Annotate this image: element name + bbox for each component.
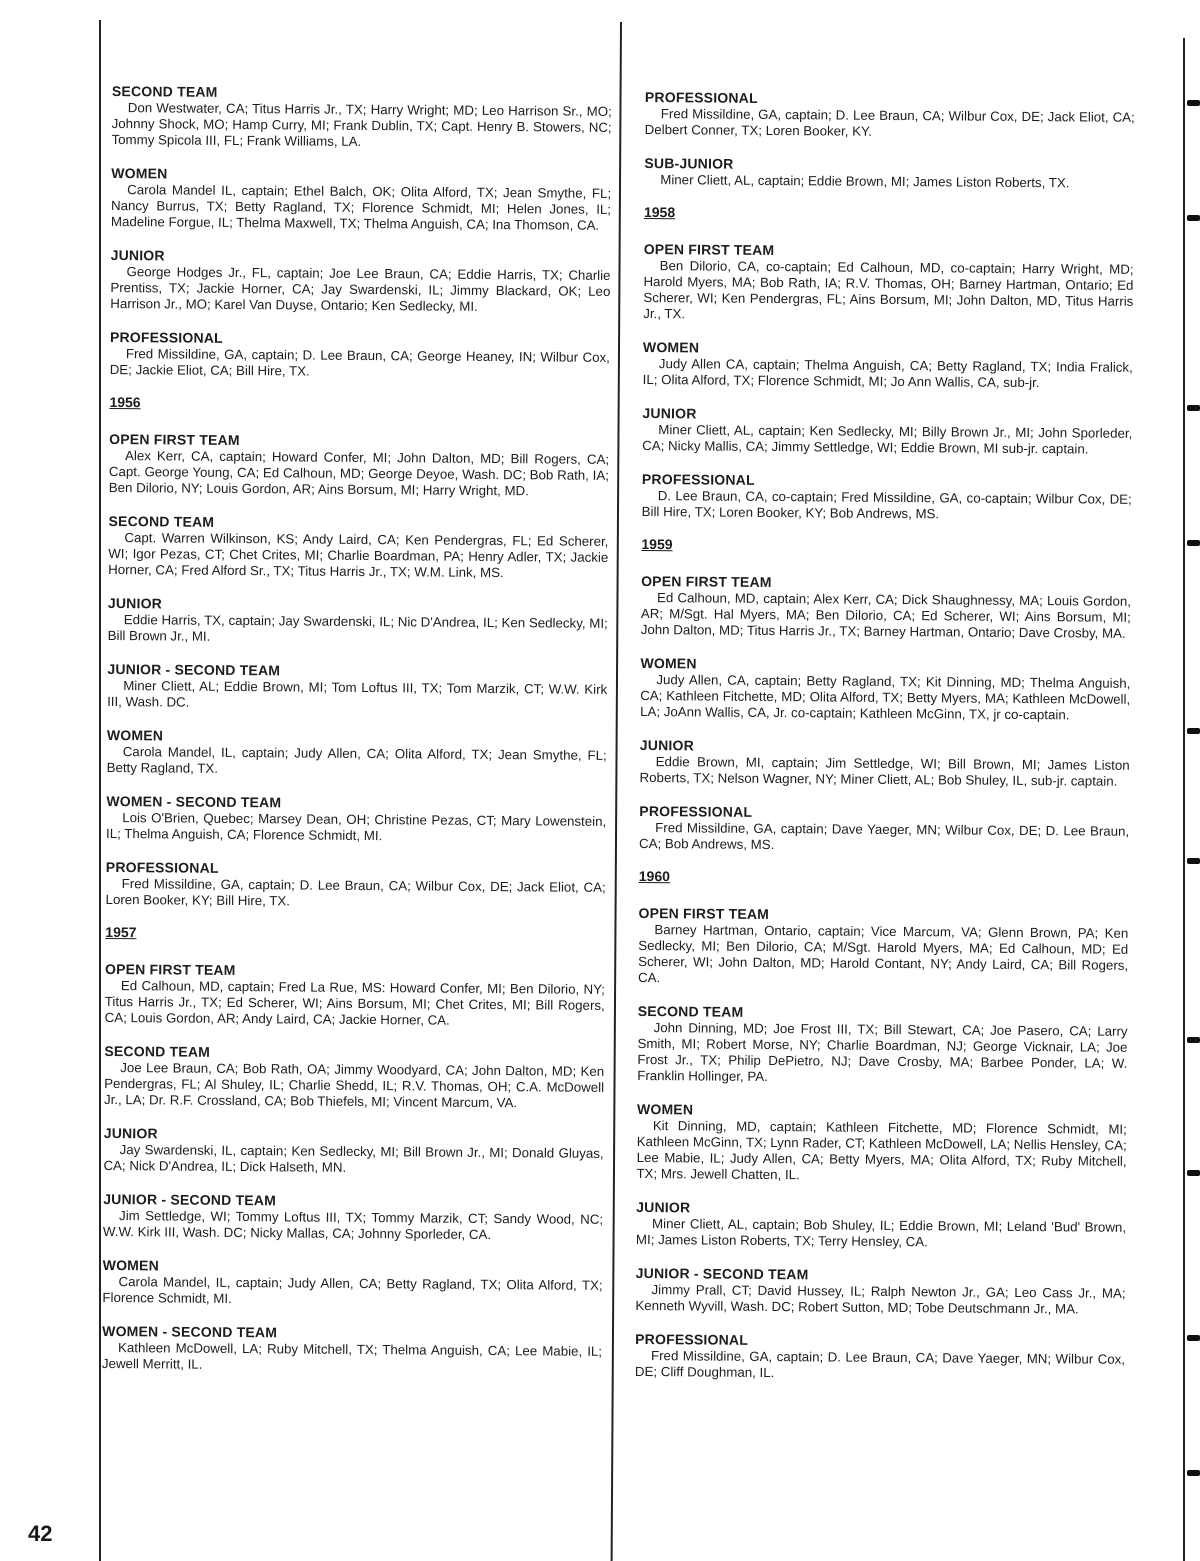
team-heading: JUNIOR: [636, 1198, 691, 1216]
binding-mark: [1187, 405, 1200, 411]
team-entry: [102, 1256, 602, 1310]
team-entry: [111, 164, 612, 234]
team-roster: Carola Mandel IL, captain; Ethel Balch, OK; Olita Alford, TX; Jean Smythe, FL; Nancy Burrus, TX; Betty Ragland, TX; Florence Schmidt, MI; Helen Jones, IL; Madeline Forgue, IL; Thelma Maxwell, TX; Thelma Anguish, CA; Ina Thomson, CA.: [110, 182, 612, 233]
team-heading: SECOND TEAM: [111, 82, 218, 100]
team-heading: SECOND TEAM: [104, 1042, 211, 1060]
binding-mark: [1187, 1335, 1200, 1341]
team-entry: [105, 960, 606, 1030]
column-divider-rule: [611, 22, 622, 1561]
team-entry: [642, 470, 1132, 524]
team-roster: Miner Cliett, AL; Eddie Brown, MI; Tom Loftus III, TX; Tom Marzik, CT; W.W. Kirk III, Wash. DC.: [107, 678, 608, 710]
team-heading: OPEN FIRST TEAM: [641, 572, 772, 591]
team-heading: PROFESSIONAL: [109, 328, 223, 346]
left-margin-rule: [99, 20, 101, 1561]
team-roster: D. Lee Braun, CA, co-captain; Fred Missildine, GA, co-captain; Wilbur Cox, DE; Bill Hire, TX; Loren Booker, KY; Bob Andrews, MS.: [641, 488, 1132, 522]
team-roster: Alex Kerr, CA, captain; Howard Confer, MI; John Dalton, MD; Bill Rogers, CA; Capt. George Young, CA; Ed Calhoun, MD; George Deyoe, Wash. DC; Bob Rath, IA; Ben Dilorio, NY; Louis Gordon, AR; Ains Borsum, MI; Harry Wright, MD.: [108, 448, 610, 499]
team-roster: Jimmy Prall, CT; David Hussey, IL; Ralph Newton Jr., GA; Leo Cass Jr., MA; Kenneth Wyvill, Wash. DC; Robert Sutton, MD; Tobe Deutschmann Jr., MA.: [635, 1282, 1126, 1317]
binding-mark: [1187, 1170, 1200, 1176]
team-roster: Jay Swardenski, IL, captain; Ken Sedlecky, MI; Bill Brown Jr., MI; Donald Gluyas, CA; Nick D'Andrea, IL; Dick Halseth, MN.: [103, 1142, 604, 1175]
team-roster: Fred Missildine, GA, captain; D. Lee Braun, CA; Dave Yaeger, MN; Wilbur Cox, DE; Cliff Doughman, IL.: [634, 1348, 1126, 1381]
team-entry: [110, 246, 611, 316]
team-roster: George Hodges Jr., FL, captain; Joe Lee Braun, CA; Eddie Harris, TX; Charlie Prentiss, TX; Jackie Horner, CA; Jay Swardenski, IL; Jimmy Blackard, OK; Leo Harrison Jr., MO; Karel Van Duyse, Ontario; Ken Sedlecky, MI.: [110, 264, 611, 314]
binding-mark: [1187, 540, 1200, 546]
team-entry: [641, 572, 1132, 642]
binding-mark: [1187, 215, 1200, 221]
year-heading: 1956: [109, 393, 141, 411]
team-heading: JUNIOR: [642, 404, 697, 422]
team-roster: Ben Dilorio, CA, co-captain; Ed Calhoun, MD, co-captain; Harry Wright, MD; Harold Myers, MA; Bob Rath, IA; R.V. Thomas, OH; Barney Hartman, Ontario; Ed Scherer, WI; Ken Pendergras, FL; Ains Borsum, MI; John Dalton, MD, Titus Harris Jr., TX.: [643, 258, 1134, 322]
team-roster: Capt. Warren Wilkinson, KS; Andy Laird, CA; Ken Pendergras, FL; Ed Scherer, WI; Igor Pezas, CT; Chet Crites, MI; Charlie Boardman, PA; Henry Adler, TX; Jackie Horner, CA; Fred Alford Sr., TX; Titus Harris Jr., TX; W.M. Link, MS.: [108, 530, 609, 581]
team-entry: [107, 726, 607, 780]
team-heading: OPEN FIRST TEAM: [109, 430, 240, 449]
team-entry: [640, 736, 1130, 790]
team-roster: Joe Lee Braun, CA; Bob Rath, OA; Jimmy Woodyard, CA; John Dalton, MD; Ken Pendergras, FL; Al Shuley, IL; Charlie Shedd, IL; R.V. Thomas, OH; C.A. McDowell Jr., LA; Dr. R.F. Crossland, CA; Bob Thiefels, MI; Vincent Marcum, VA.: [103, 1060, 605, 1111]
team-roster: Jim Settledge, WI; Tommy Loftus III, TX; Tommy Marzik, CT; Sandy Wood, NC; W.W. Kirk III, Wash. DC; Nicky Mallas, CA; Johnny Sporleder, CA.: [102, 1208, 604, 1243]
team-entry: [643, 240, 1134, 326]
binding-mark: [1187, 1470, 1200, 1476]
team-heading: PROFESSIONAL: [639, 802, 753, 820]
team-heading: WOMEN: [636, 1100, 694, 1118]
team-roster: Miner Cliett, AL, captain; Eddie Brown, MI; James Liston Roberts, TX.: [660, 172, 1070, 191]
team-entry: [108, 594, 608, 648]
team-heading: JUNIOR: [639, 736, 695, 754]
team-heading: OPEN FIRST TEAM: [643, 240, 775, 259]
team-entry: [636, 1100, 1127, 1186]
right-margin-rule: [1183, 38, 1185, 1561]
year-heading: 1957: [105, 923, 137, 941]
year-heading: 1959: [641, 535, 673, 553]
team-roster: Lois O'Brien, Quebec; Marsey Dean, OH; Christine Pezas, CT; Mary Lowenstein, IL; Thelma Anguish, CA; Florence Schmidt, MI.: [106, 810, 607, 844]
team-heading: JUNIOR - SECOND TEAM: [103, 1190, 277, 1209]
team-heading: JUNIOR - SECOND TEAM: [635, 1264, 809, 1283]
team-heading: WOMEN: [106, 726, 164, 744]
page-number: 42: [28, 1521, 53, 1546]
team-roster: Don Westwater, CA; Titus Harris Jr., TX; Harry Wright; MD; Leo Harrison Sr., MO; Johnny Shock, MO; Hamp Curry, MI; Frank Dublin, TX; Capt. Henry B. Stowers, NC; Tommy Spicola III, FL; Frank Williams, LA.: [111, 100, 612, 149]
binding-mark: [1187, 728, 1200, 734]
team-heading: WOMEN: [640, 654, 697, 672]
team-roster: Fred Missildine, GA, captain; D. Lee Braun, CA; Wilbur Cox, DE; Jack Eliot, CA; Delbert Conner, TX; Loren Booker, KY.: [644, 106, 1135, 139]
team-roster: Eddie Harris, TX, captain; Jay Swardenski, IL; Nic D'Andrea, IL; Ken Sedlecky, MI; Bill Brown Jr., MI.: [107, 612, 608, 644]
team-heading: SUB-JUNIOR: [644, 154, 734, 172]
team-entry: [108, 512, 609, 582]
team-entry: [639, 802, 1129, 856]
team-heading: WOMEN: [642, 338, 700, 356]
team-heading: JUNIOR: [110, 246, 165, 264]
team-roster: Kit Dinning, MD, captain; Kathleen Fitchette, MD; Florence Schmidt, MI; Kathleen McGinn, TX; Lynn Rader, CT; Kathleen McDowell, LA; Nellis Hensley, CA; Lee Mabie, IL; Judy Allen, CA; Betty Myers, MA; Olita Alford, TX; Ruby Mitchell, TX; Mrs. Jewell Chatten, IL.: [636, 1118, 1127, 1183]
team-entry: [109, 430, 610, 500]
team-roster: Carola Mandel, IL, captain; Judy Allen, CA; Betty Ragland, TX; Olita Alford, TX; Florence Schmidt, MI.: [102, 1274, 603, 1306]
team-entry: [106, 858, 606, 912]
binding-mark: [1187, 100, 1200, 106]
team-roster: Barney Hartman, Ontario, captain; Vice Marcum, VA; Glenn Brown, PA; Ken Sedlecky, MI; Ben Dilorio, CA; M/Sgt. Harold Myers, MA; Ed Calhoun, MD; Ed Scherer, WI; John Dalton, MD; Harold Contant, NY; Andy Laird, CA; Bill Rogers, CA.: [637, 922, 1129, 986]
team-entry: [640, 654, 1131, 724]
team-heading: PROFESSIONAL: [635, 1330, 749, 1348]
team-entry: [645, 88, 1135, 142]
team-entry: [103, 1190, 603, 1244]
team-heading: SECOND TEAM: [108, 512, 215, 530]
team-entry: [107, 660, 607, 714]
team-roster: John Dinning, MD; Joe Frost III, TX; Bill Stewart, CA; Joe Pasero, CA; Larry Smith, MI; Robert Morse, NY; Charlie Boardman, NJ; George Vicknair, LA; Joe Frost Jr., TX; Philip DePietro, NJ; Dave Crosby, MA; Barbee Ponder, LA; W. Franklin Hollinger, PA.: [637, 1020, 1128, 1084]
team-heading: SECOND TEAM: [637, 1002, 744, 1020]
team-heading: OPEN FIRST TEAM: [104, 960, 236, 978]
team-heading: WOMEN: [102, 1256, 159, 1274]
team-roster: Eddie Brown, MI, captain; Jim Settledge, WI; Bill Brown, MI; James Liston Roberts, TX; Nelson Wagner, NY; Miner Cliett, AL; Bob Shuley, IL, sub-jr. captain.: [639, 754, 1130, 789]
team-entry: [102, 1322, 602, 1376]
team-heading: WOMEN: [111, 164, 168, 182]
right-column: [635, 88, 1135, 1400]
team-roster: Miner Cliett, AL, captain; Ken Sedlecky, MI; Billy Brown Jr., MI; John Sporleder, CA; Nicky Mallis, CA; Jimmy Settledge, WI; Eddie Brown, MI sub-jr. captain.: [642, 422, 1133, 457]
team-roster: Fred Missildine, GA, captain; Dave Yaeger, MN; Wilbur Cox, DE; D. Lee Braun, CA; Bob Andrews, MS.: [639, 820, 1130, 853]
team-entry: [637, 1002, 1128, 1088]
team-heading: PROFESSIONAL: [105, 858, 219, 876]
team-entry: [644, 154, 1134, 192]
team-roster: Ed Calhoun, MD, captain; Fred La Rue, MS: Howard Confer, MI; Ben Dilorio, NY; Titus Harris Jr., TX; Ed Scherer, WI; Ains Borsum, MI; Chet Crites, MI; Bill Rogers, CA; Louis Gordon, AR; Andy Laird, CA; Jackie Horner, CA.: [104, 978, 605, 1028]
year-heading: 1958: [643, 203, 676, 221]
team-heading: WOMEN - SECOND TEAM: [102, 1322, 278, 1341]
team-heading: JUNIOR - SECOND TEAM: [107, 660, 281, 679]
team-entry: [642, 404, 1132, 458]
team-entry: [636, 1198, 1126, 1252]
team-heading: PROFESSIONAL: [644, 88, 758, 106]
team-entry: [635, 1330, 1125, 1384]
binding-mark: [1187, 1037, 1200, 1043]
team-heading: WOMEN - SECOND TEAM: [106, 792, 282, 811]
team-entry: [110, 328, 610, 382]
team-roster: Miner Cliett, AL, captain; Bob Shuley, IL; Eddie Brown, MI; Leland 'Bud' Brown, MI; James Liston Roberts, TX; Terry Hensley, CA.: [635, 1216, 1127, 1250]
team-roster: Fred Missildine, GA, captain; D. Lee Braun, CA; George Heaney, IN; Wilbur Cox, DE; Jackie Eliot, CA; Bill Hire, TX.: [109, 346, 610, 379]
team-entry: [111, 82, 612, 152]
year-heading: 1960: [638, 867, 671, 885]
team-heading: JUNIOR: [103, 1124, 158, 1142]
team-entry: [643, 338, 1133, 392]
team-heading: OPEN FIRST TEAM: [638, 904, 770, 922]
team-roster: Judy Allen CA, captain; Thelma Anguish, CA; Betty Ragland, TX; India Fralick, IL; Olita Alford, TX; Florence Schmidt, MI; Jo Ann Wallis, CA, sub-jr.: [642, 356, 1133, 391]
team-heading: JUNIOR: [107, 594, 163, 612]
team-roster: Carola Mandel, IL, captain; Judy Allen, CA; Olita Alford, TX; Jean Smythe, FL; Betty Ragland, TX.: [106, 744, 607, 776]
binding-mark: [1187, 858, 1200, 864]
team-heading: PROFESSIONAL: [641, 470, 755, 488]
team-entry: [106, 792, 606, 846]
team-entry: [638, 904, 1129, 990]
team-roster: Judy Allen, CA, captain; Betty Ragland, TX; Kit Dinning, MD; Thelma Anguish, CA; Kathleen Fitchette, MD; Olita Alford, TX; Betty Myers, MA; Kathleen McDowell, LA; JoAnn Wallis, CA, Jr. co-captain; Kathleen McGinn, TX, jr co-captain.: [640, 672, 1131, 723]
team-entry: [104, 1042, 605, 1112]
left-column: [102, 82, 612, 1392]
team-roster: Fred Missildine, GA, captain; D. Lee Braun, CA; Wilbur Cox, DE; Jack Eliot, CA; Loren Booker, KY; Bill Hire, TX.: [105, 876, 606, 909]
team-roster: Kathleen McDowell, LA; Ruby Mitchell, TX; Thelma Anguish, CA; Lee Mabie, IL; Jewell Merritt, IL.: [101, 1340, 603, 1372]
team-roster: Ed Calhoun, MD, captain; Alex Kerr, CA; Dick Shaughnessy, MA; Louis Gordon, AR; M/Sgt. Hal Myers, MA; Ben Dilorio, CA; Ed Scherer, WI; Ains Borsum, MI; John Dalton, MD; Titus Harris Jr., TX; Barney Hartman, Ontario; Dave Crosby, MA.: [640, 590, 1132, 641]
team-entry: [635, 1264, 1125, 1318]
team-entry: [103, 1124, 603, 1178]
